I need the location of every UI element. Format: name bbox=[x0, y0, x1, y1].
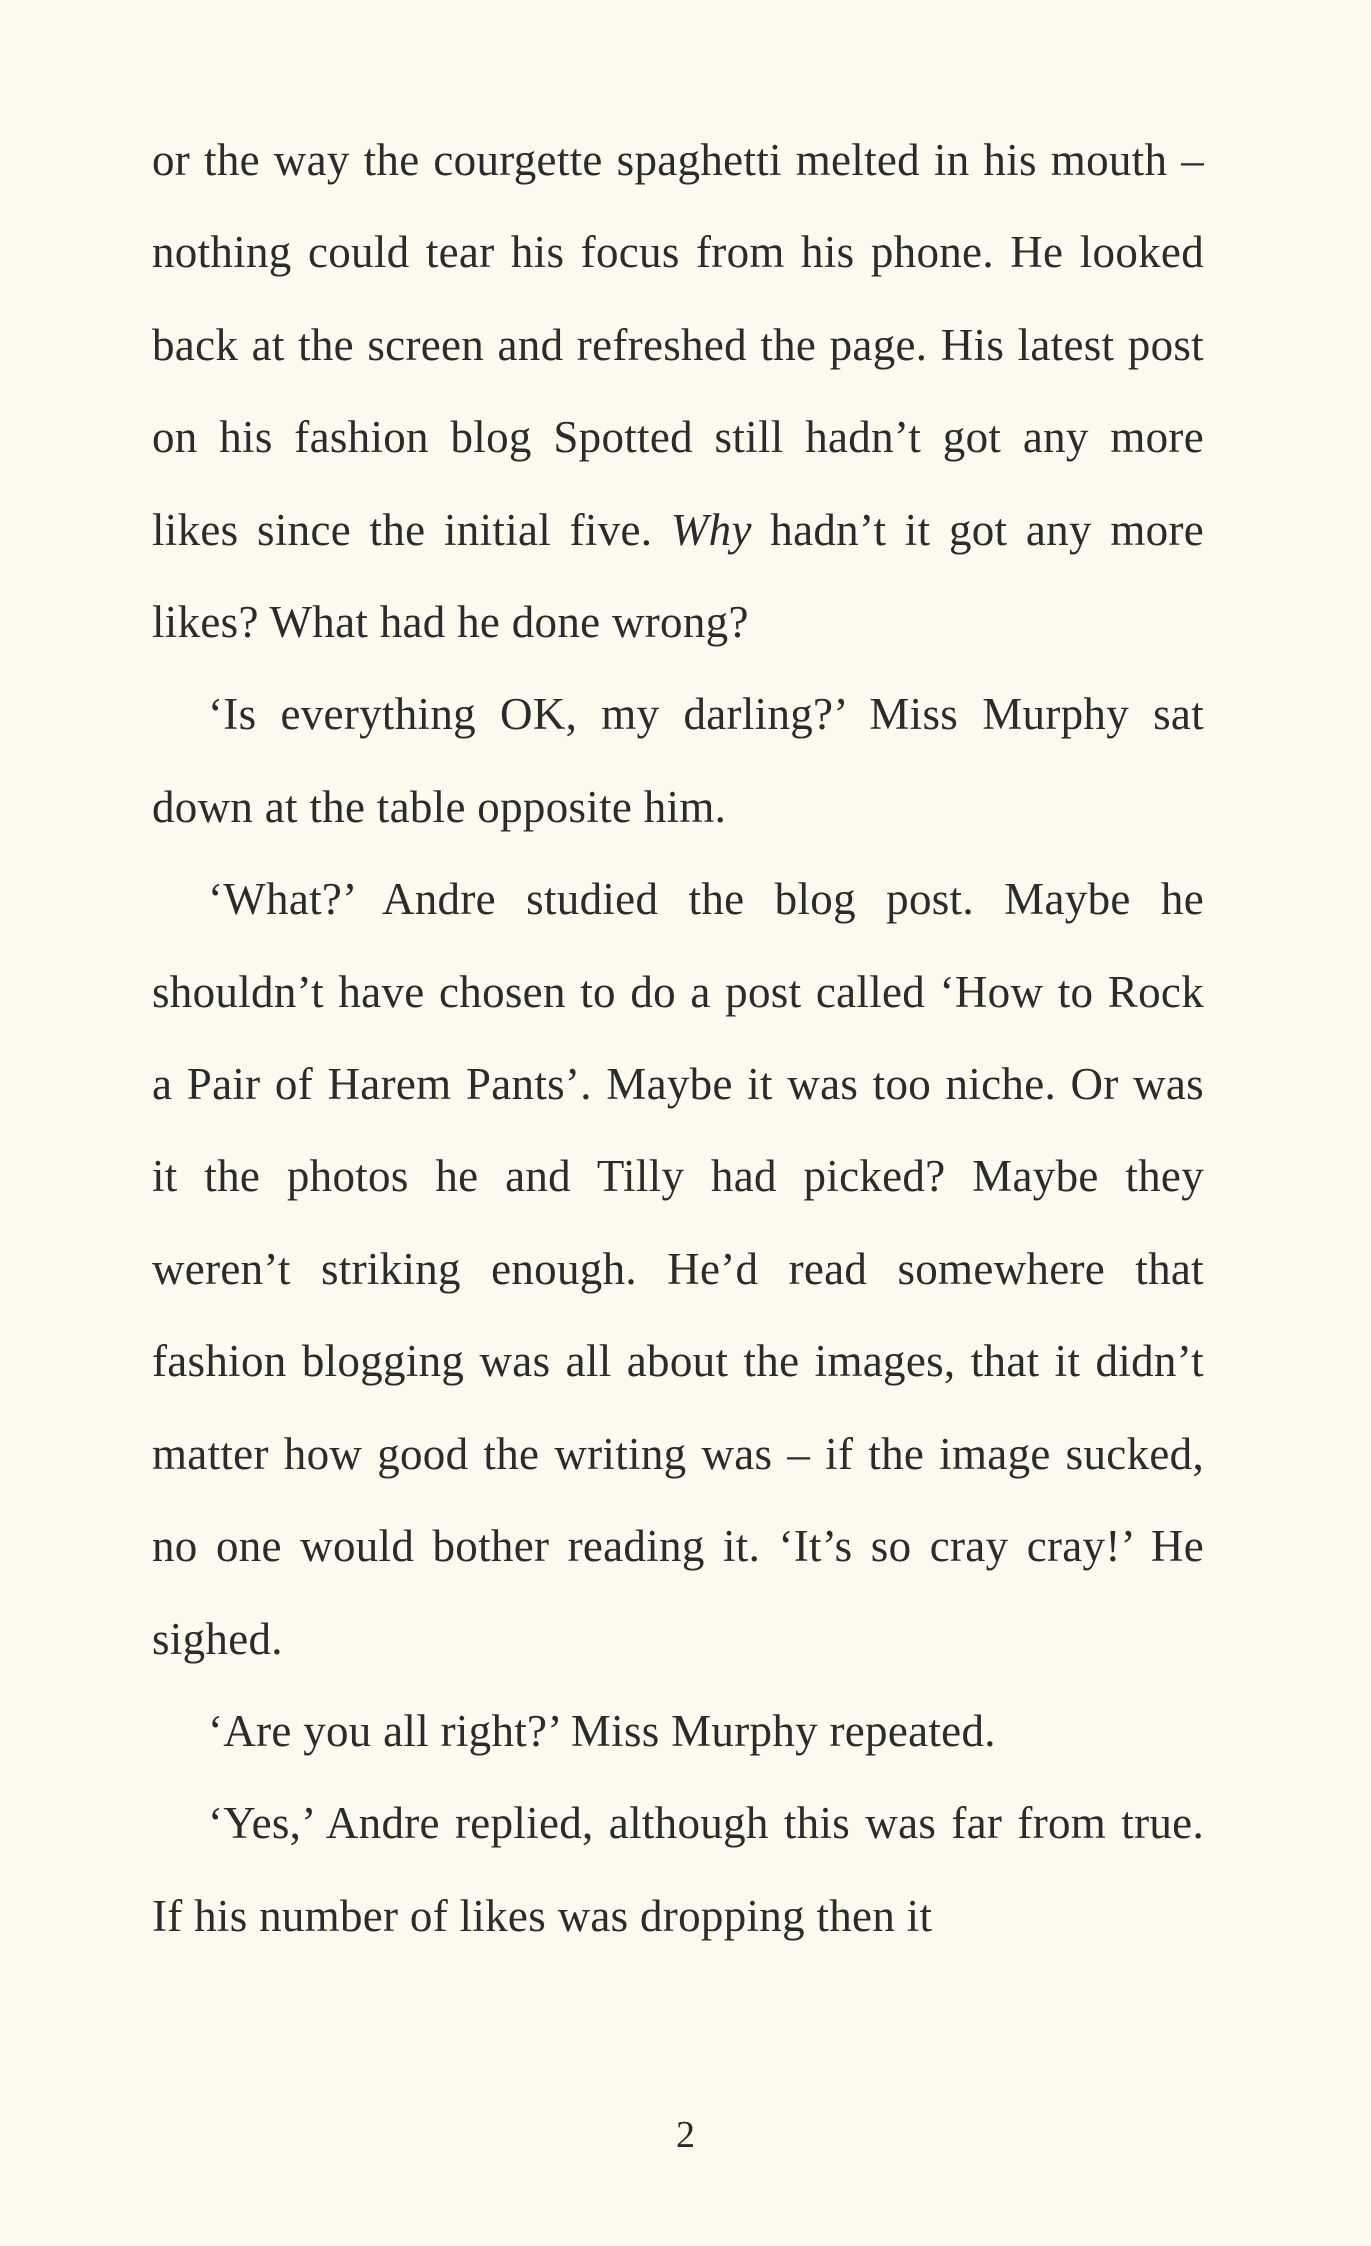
paragraph-1-text-start: or the way the courgette spaghetti melted in his mouth – nothing could tear his focus from his phone. He looked back at the screen and refreshed the page. His latest post on his fashion blog Spotted still hadn’t got any more likes since the initial five. bbox=[152, 135, 1204, 555]
paragraph-1-text-end: hadn’t it got any more likes? What had he done wrong? bbox=[152, 504, 1204, 648]
paragraph-3: ‘What?’ Andre studied the blog post. Maybe he shouldn’t have chosen to do a post called ‘How to Rock a Pair of Harem Pants’. Maybe it was too niche. Or was it the photos he and Tilly had picked? Maybe they weren’t striking enough. He’d read somewhere that fashion blogging was all about the images, that it didn’t matter how good the writing was – if the image sucked, no one would bother reading it. ‘It’s so cray cray!’ He sighed. bbox=[152, 874, 1204, 1664]
paragraph-1-emphasis: Why bbox=[670, 504, 752, 555]
paragraph-2: ‘Is everything OK, my darling?’ Miss Murphy sat down at the table opposite him. bbox=[152, 689, 1204, 832]
paragraph-4: ‘Are you all right?’ Miss Murphy repeated. bbox=[208, 1705, 996, 1756]
paragraph-continued bbox=[152, 114, 1204, 668]
paragraph-5: ‘Yes,’ Andre replied, although this was far from true. If his number of likes was dropping then it bbox=[152, 1798, 1204, 1941]
body-text bbox=[152, 114, 1204, 1962]
page-number: 2 bbox=[676, 2114, 695, 2156]
